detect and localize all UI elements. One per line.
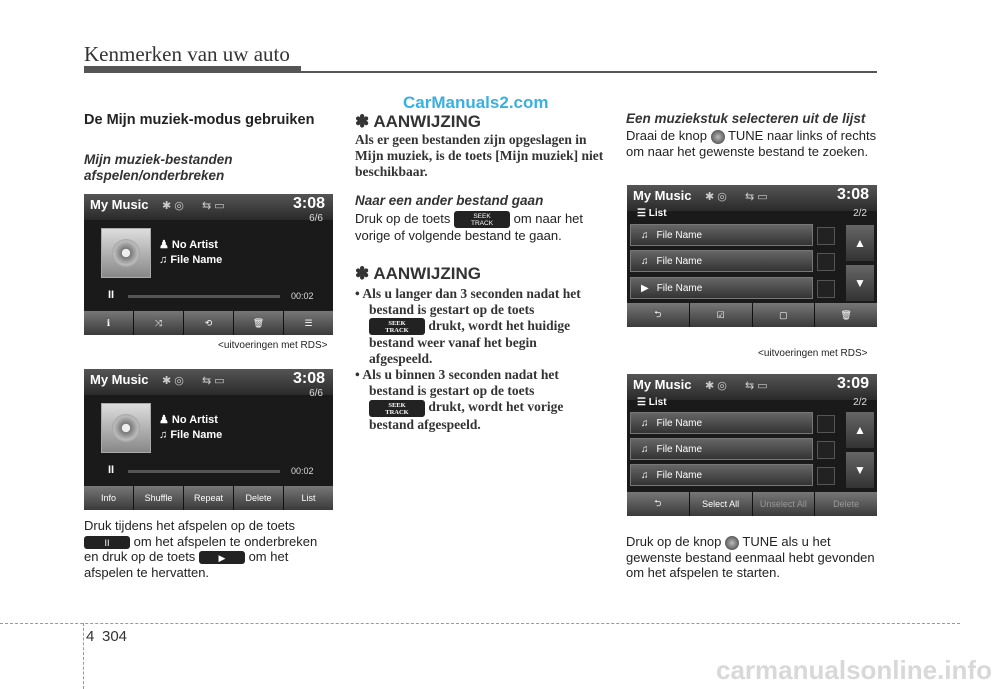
file-name: File Name xyxy=(170,429,223,441)
text-line: vorige of volgende bestand te gaan. xyxy=(355,228,562,244)
shuffle-icon[interactable]: ⤨ xyxy=(134,311,183,335)
file-label: ♫ File Name xyxy=(159,254,223,266)
subheading-select-track: Een muziekstuk selecteren uit de lijst xyxy=(626,111,866,126)
text-line: afspelen te hervatten. xyxy=(84,564,210,580)
album-art xyxy=(101,403,151,453)
tune-knob-icon xyxy=(725,536,739,550)
footer-watermark: carmanualsonline.info xyxy=(716,655,992,685)
elapsed-time: 00:02 xyxy=(291,291,314,301)
usb-icon: ⇆ ▭ xyxy=(202,375,225,387)
page-header-title: Kenmerken van uw auto xyxy=(84,42,290,66)
list-button-row xyxy=(627,303,877,327)
icon-button-row xyxy=(84,311,333,335)
progress-bar xyxy=(128,295,280,298)
text-line: Druk tijdens het afspelen op de toets xyxy=(84,518,296,533)
screen-title: My Music xyxy=(633,188,692,203)
tune-knob-icon xyxy=(711,130,725,144)
track-count: 6/6 xyxy=(309,213,323,224)
text-line: Als u langer dan 3 seconden nadat het xyxy=(362,286,581,301)
list-icon[interactable]: ☰ xyxy=(284,311,333,335)
track-label: TRACK xyxy=(471,220,494,228)
seek-label: SEEK xyxy=(388,401,406,409)
usb-icon: ⇆ ▭ xyxy=(745,380,768,392)
scroll-down-icon[interactable]: ▼ xyxy=(846,452,874,488)
select-all-icon[interactable]: ☑ xyxy=(690,303,752,327)
file-name: File Name xyxy=(170,254,223,266)
screen-my-music-text xyxy=(84,369,333,510)
seek-label: SEEK xyxy=(473,213,491,221)
row-label: File Name xyxy=(656,282,703,294)
text-line: TUNE als u het gewenste bestand eenmaal hebt gevonden om het afspelen te starten. xyxy=(626,534,875,581)
track-label: TRACK xyxy=(385,408,409,416)
text-line: bestand is gestart op de toets xyxy=(369,383,535,399)
text-line: om naar het xyxy=(513,211,584,226)
delete-icon[interactable]: 🗑 xyxy=(234,311,283,335)
bluetooth-icon: ✱ ◎ xyxy=(162,200,184,212)
scroll-up-icon[interactable]: ▲ xyxy=(846,412,874,448)
text-line: bestand is gestart op de toets xyxy=(369,302,535,317)
checkbox[interactable] xyxy=(817,280,835,298)
list-item[interactable]: ▶ File Name xyxy=(630,277,813,299)
page-count: 2/2 xyxy=(853,397,867,408)
list-label: ☰ List xyxy=(637,208,667,219)
row-label: File Name xyxy=(656,469,703,481)
text-line: Draai de knop xyxy=(626,128,707,143)
bluetooth-icon: ✱ ◎ xyxy=(162,375,184,387)
checkbox[interactable] xyxy=(817,467,835,485)
unselect-all-button[interactable]: Unselect All xyxy=(753,492,815,516)
footer-rule xyxy=(0,623,960,624)
pause-icon[interactable]: II xyxy=(108,289,115,301)
screen-title: My Music xyxy=(90,197,149,212)
text-line: Druk op de knop xyxy=(626,534,722,549)
progress-bar xyxy=(128,470,280,473)
scroll-down-icon[interactable]: ▼ xyxy=(846,265,874,301)
play-pause-instructions xyxy=(84,518,334,580)
note-title: ✽ AANWIJZING xyxy=(355,112,481,131)
tune-play-instructions xyxy=(626,534,878,581)
info-icon[interactable]: ℹ xyxy=(84,311,133,335)
text-line: drukt, wordt het vorige xyxy=(428,399,564,415)
elapsed-time: 00:02 xyxy=(291,466,314,476)
text-line: TUNE naar links of rechts om naar het gewenste bestand te zoeken. xyxy=(626,128,877,159)
file-label: ♫ File Name xyxy=(159,429,223,441)
checkbox[interactable] xyxy=(817,441,835,459)
list-label: ☰ List xyxy=(637,397,667,408)
list-button-row xyxy=(627,492,877,516)
header-rule xyxy=(301,71,877,73)
clock: 3:08 xyxy=(292,370,325,387)
track-label: TRACK xyxy=(385,327,409,335)
seek-track-icon xyxy=(454,211,510,228)
text-button-row xyxy=(84,486,333,510)
text-line: Druk op de toets xyxy=(355,211,451,226)
chapter-number: 4 xyxy=(86,628,95,645)
track-count: 6/6 xyxy=(309,388,323,399)
note-bullets: • Als u langer dan 3 seconden nadat het bestand is gestart op de toets SEEK TRACK drukt, wordt het huidige bestand weer vanaf het begin afgespeeld. • Als u binnen 3 seconden nadat het bestand is gestart op de toets SEEK TRACK drukt, wordt het vorige bestand afgespeeld. xyxy=(355,286,605,433)
screen-list-2 xyxy=(627,374,877,516)
watermark: CarManuals2.com xyxy=(403,93,549,112)
checkbox[interactable] xyxy=(817,227,835,245)
text-line: drukt, wordt het huidige xyxy=(428,318,571,333)
list-item[interactable]: ♫ File Name xyxy=(630,224,813,246)
text-line: om het afspelen te onderbreken xyxy=(133,533,318,549)
shuffle-button[interactable]: Shuffle xyxy=(134,486,183,510)
clock: 3:09 xyxy=(836,375,869,392)
footer-divider xyxy=(83,623,84,689)
artist-name: No Artist xyxy=(171,414,218,426)
bluetooth-icon: ✱ ◎ xyxy=(705,380,727,392)
bluetooth-icon: ✱ ◎ xyxy=(705,191,727,203)
checkbox[interactable] xyxy=(817,253,835,271)
repeat-icon[interactable]: ⟲ xyxy=(184,311,233,335)
pause-icon[interactable]: II xyxy=(108,464,115,476)
checkbox[interactable] xyxy=(817,415,835,433)
text-line: Als u binnen 3 seconden nadat het xyxy=(362,367,559,383)
page-count: 2/2 xyxy=(853,208,867,219)
delete-button[interactable]: Delete xyxy=(815,492,877,516)
screen-title: My Music xyxy=(90,372,149,387)
list-item[interactable]: ♫ File Name xyxy=(630,412,813,434)
scroll-up-icon[interactable]: ▲ xyxy=(846,225,874,261)
row-label: File Name xyxy=(656,417,703,429)
album-art xyxy=(101,228,151,278)
screen-title: My Music xyxy=(633,377,692,392)
pause-icon: II xyxy=(84,536,130,549)
subheading-play-pause: Mijn muziek-bestanden afspelen/onderbreken xyxy=(84,152,233,183)
list-button[interactable]: List xyxy=(284,486,333,510)
list-title: List xyxy=(648,397,667,408)
text-line: afgespeeld. xyxy=(369,351,433,367)
delete-icon[interactable]: 🗑 xyxy=(815,303,877,327)
rds-caption: <uitvoeringen met RDS> xyxy=(758,348,868,359)
back-icon[interactable]: ⮌ xyxy=(627,303,689,327)
screen-list-1 xyxy=(627,185,877,327)
repeat-button[interactable]: Repeat xyxy=(184,486,233,510)
clock: 3:08 xyxy=(292,195,325,212)
list-item[interactable]: ♫ File Name xyxy=(630,438,813,460)
seek-track-icon xyxy=(369,400,425,417)
rds-caption: <uitvoeringen met RDS> xyxy=(218,340,328,351)
screen-my-music-icons xyxy=(84,194,333,335)
header-bar xyxy=(84,66,301,73)
next-file-instructions xyxy=(355,211,605,244)
seek-track-icon xyxy=(369,318,425,335)
info-button[interactable]: Info xyxy=(84,486,133,510)
row-label: File Name xyxy=(656,443,703,455)
artist-label: ♟ No Artist xyxy=(159,414,218,426)
text-line: bestand afgespeeld. xyxy=(369,416,481,432)
text-line: en druk op de toets xyxy=(84,549,196,564)
clock: 3:08 xyxy=(836,186,869,203)
seek-label: SEEK xyxy=(388,320,406,328)
list-item[interactable]: ♫ File Name xyxy=(630,464,813,486)
list-item[interactable]: ♫ File Name xyxy=(630,250,813,272)
note-text: Als er geen bestanden zijn opgeslagen in Mijn muziek, is de toets [Mijn muziek] niet beschikbaar. xyxy=(355,132,604,179)
usb-icon: ⇆ ▭ xyxy=(202,200,225,212)
tune-instructions xyxy=(626,128,878,159)
list-title: List xyxy=(648,208,667,219)
section-heading: De Mijn muziek-modus gebruiken xyxy=(84,112,315,128)
play-icon: ▶ xyxy=(199,551,245,564)
text-line: om het xyxy=(248,549,289,564)
subheading-next-file: Naar een ander bestand gaan xyxy=(355,193,544,208)
select-all-button[interactable]: Select All xyxy=(690,492,752,516)
artist-label: ♟ No Artist xyxy=(159,239,218,251)
row-label: File Name xyxy=(656,255,703,267)
note-title-2: ✽ AANWIJZING xyxy=(355,264,481,283)
usb-icon: ⇆ ▭ xyxy=(745,191,768,203)
delete-button[interactable]: Delete xyxy=(234,486,283,510)
row-label: File Name xyxy=(656,229,703,241)
text-line: bestand weer vanaf het begin xyxy=(369,335,537,351)
back-icon[interactable]: ⮌ xyxy=(627,492,689,516)
unselect-all-icon[interactable]: ▢ xyxy=(753,303,815,327)
page-number: 304 xyxy=(102,628,128,645)
artist-name: No Artist xyxy=(171,239,218,251)
